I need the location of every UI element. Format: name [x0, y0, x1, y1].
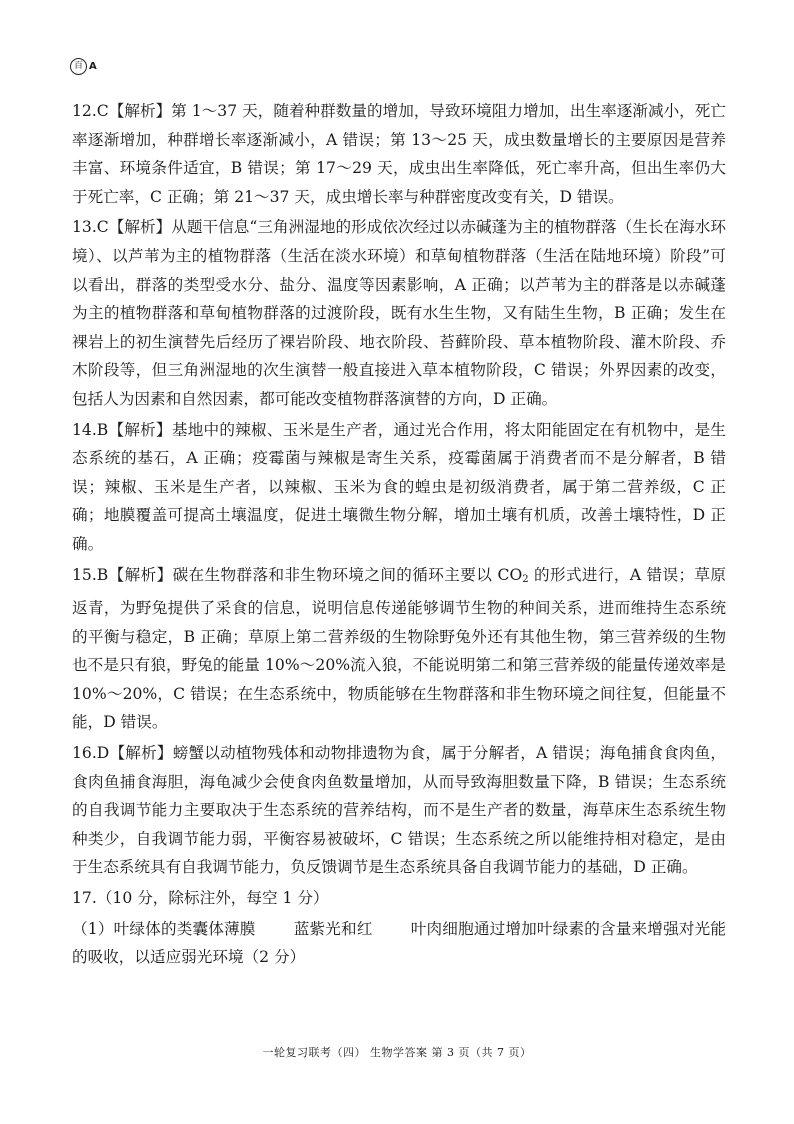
answer-17-blank-1: （1）叶绿体的类囊体薄膜 [72, 919, 256, 938]
brand-logo [70, 58, 97, 75]
logo-seal: 百 [70, 58, 87, 75]
answer-17-blank-2: 蓝紫光和红 [293, 919, 373, 938]
answer-15 [72, 561, 726, 738]
answer-16: 16.D【解析】螃蟹以动植物残体和动物排遗物为食，属于分解者，A 错误；海龟捕食食肉鱼，食肉鱼捕食海胆，海龟减少会使食肉鱼数量增加，从而导致海胆数量下降，B 错误；生态系统的自我调节能力主要取决于生态系统的营养结构，而不是生产者的数量，海草床生态系统生物种类少，自我调节能力弱，平衡容易被破坏，C 错误；生态系统之所以能维持相对稳定，是由于生态系统具有自我调节能力，负反馈调节是生态系统具备自我调节能力的基础，D 正确。 [72, 744, 726, 877]
answer-content [72, 97, 726, 974]
answer-17-header: 17.（10 分，除标注外，每空 1 分） [72, 889, 329, 908]
answer-17-part1 [72, 915, 726, 972]
answer-15-subscript: 2 [522, 573, 529, 585]
answer-14: 14.B【解析】基地中的辣椒、玉米是生产者，通过光合作用，将太阳能固定在有机物中，是生态系统的基石，A 正确；疫霉菌与辣椒是寄生关系，疫霉菌属于消费者而不是分解者，B 错误；辣椒、玉米是生产者，以辣椒、玉米为食的蝗虫是初级消费者，属于第二营养级，C 正确；地膜覆盖可提高土壤温度，促进土壤微生物分解，增加土壤有机质，改善土壤特性，D 正确。 [72, 420, 726, 553]
answer-13: 13.C【解析】从题干信息“三角洲湿地的形成依次经过以赤碱蓬为主的植物群落（生长在海水环境）、以芦苇为主的植物群落（生活在淡水环境）和草甸植物群落（生活在陆地环境）阶段”可以看出，群落的类型受水分、盐分、温度等因素影响，A 正确；以芦苇为主的群落是以赤碱蓬为主的植物群落和草甸植物群落的过渡阶段，既有水生生物，又有陆生生物，B 正确；发生在裸岩上的初生演替先后经历了裸岩阶段、地衣阶段、苔藓阶段、草本植物阶段、灌木阶段、乔木阶段等，但三角洲湿地的次生演替一般直接进入草本植物阶段，C 错误；外界因素的改变，包括人为因素和自然因素，都可能改变植物群落演替的方向，D 正确。 [72, 218, 726, 408]
answer-15-text-a: 15.B【解析】碳在生物群落和非生物环境之间的循环主要以 CO [72, 565, 523, 584]
answer-17-blank-3: 叶肉细胞通过增加叶绿素的含量来增强对光能的吸收，以适应弱光环境（2 分） [72, 919, 726, 967]
answer-15-text-b: 的形式进行，A 错误；草原返青，为野兔提供了采食的信息，说明信息传递能够调节生物的种间关系，进而维持生态系统的平衡与稳定，B 正确；草原上第二营养级的生物除野兔外还有其他生物，第三营养级的生物也不是只有狼，野兔的能量 10%～20%流入狼，不能说明第二和第三营养级的能量传递效率是 10%～20%，C 错误；在生态系统中，物质能够在生物群落和非生物环境之间往复，但能量不能，D 错误。 [72, 565, 726, 732]
answer-12: 12.C【解析】第 1～37 天，随着种群数量的增加，导致环境阻力增加，出生率逐渐减小，死亡率逐渐增加，种群增长率逐渐减小，A 错误；第 13～25 天，成虫数量增长的主要原因是营养丰富、环境条件适宜，B 错误；第 17～29 天，成虫出生率降低，死亡率升高，但出生率仍大于死亡率，C 正确；第 21～37 天，成虫增长率与种群密度改变有关，D 错误。 [72, 102, 726, 206]
logo-letter: A [89, 61, 97, 72]
page-footer: 一轮复习联考（四） 生物学答案 第 3 页（共 7 页） [262, 1046, 532, 1059]
